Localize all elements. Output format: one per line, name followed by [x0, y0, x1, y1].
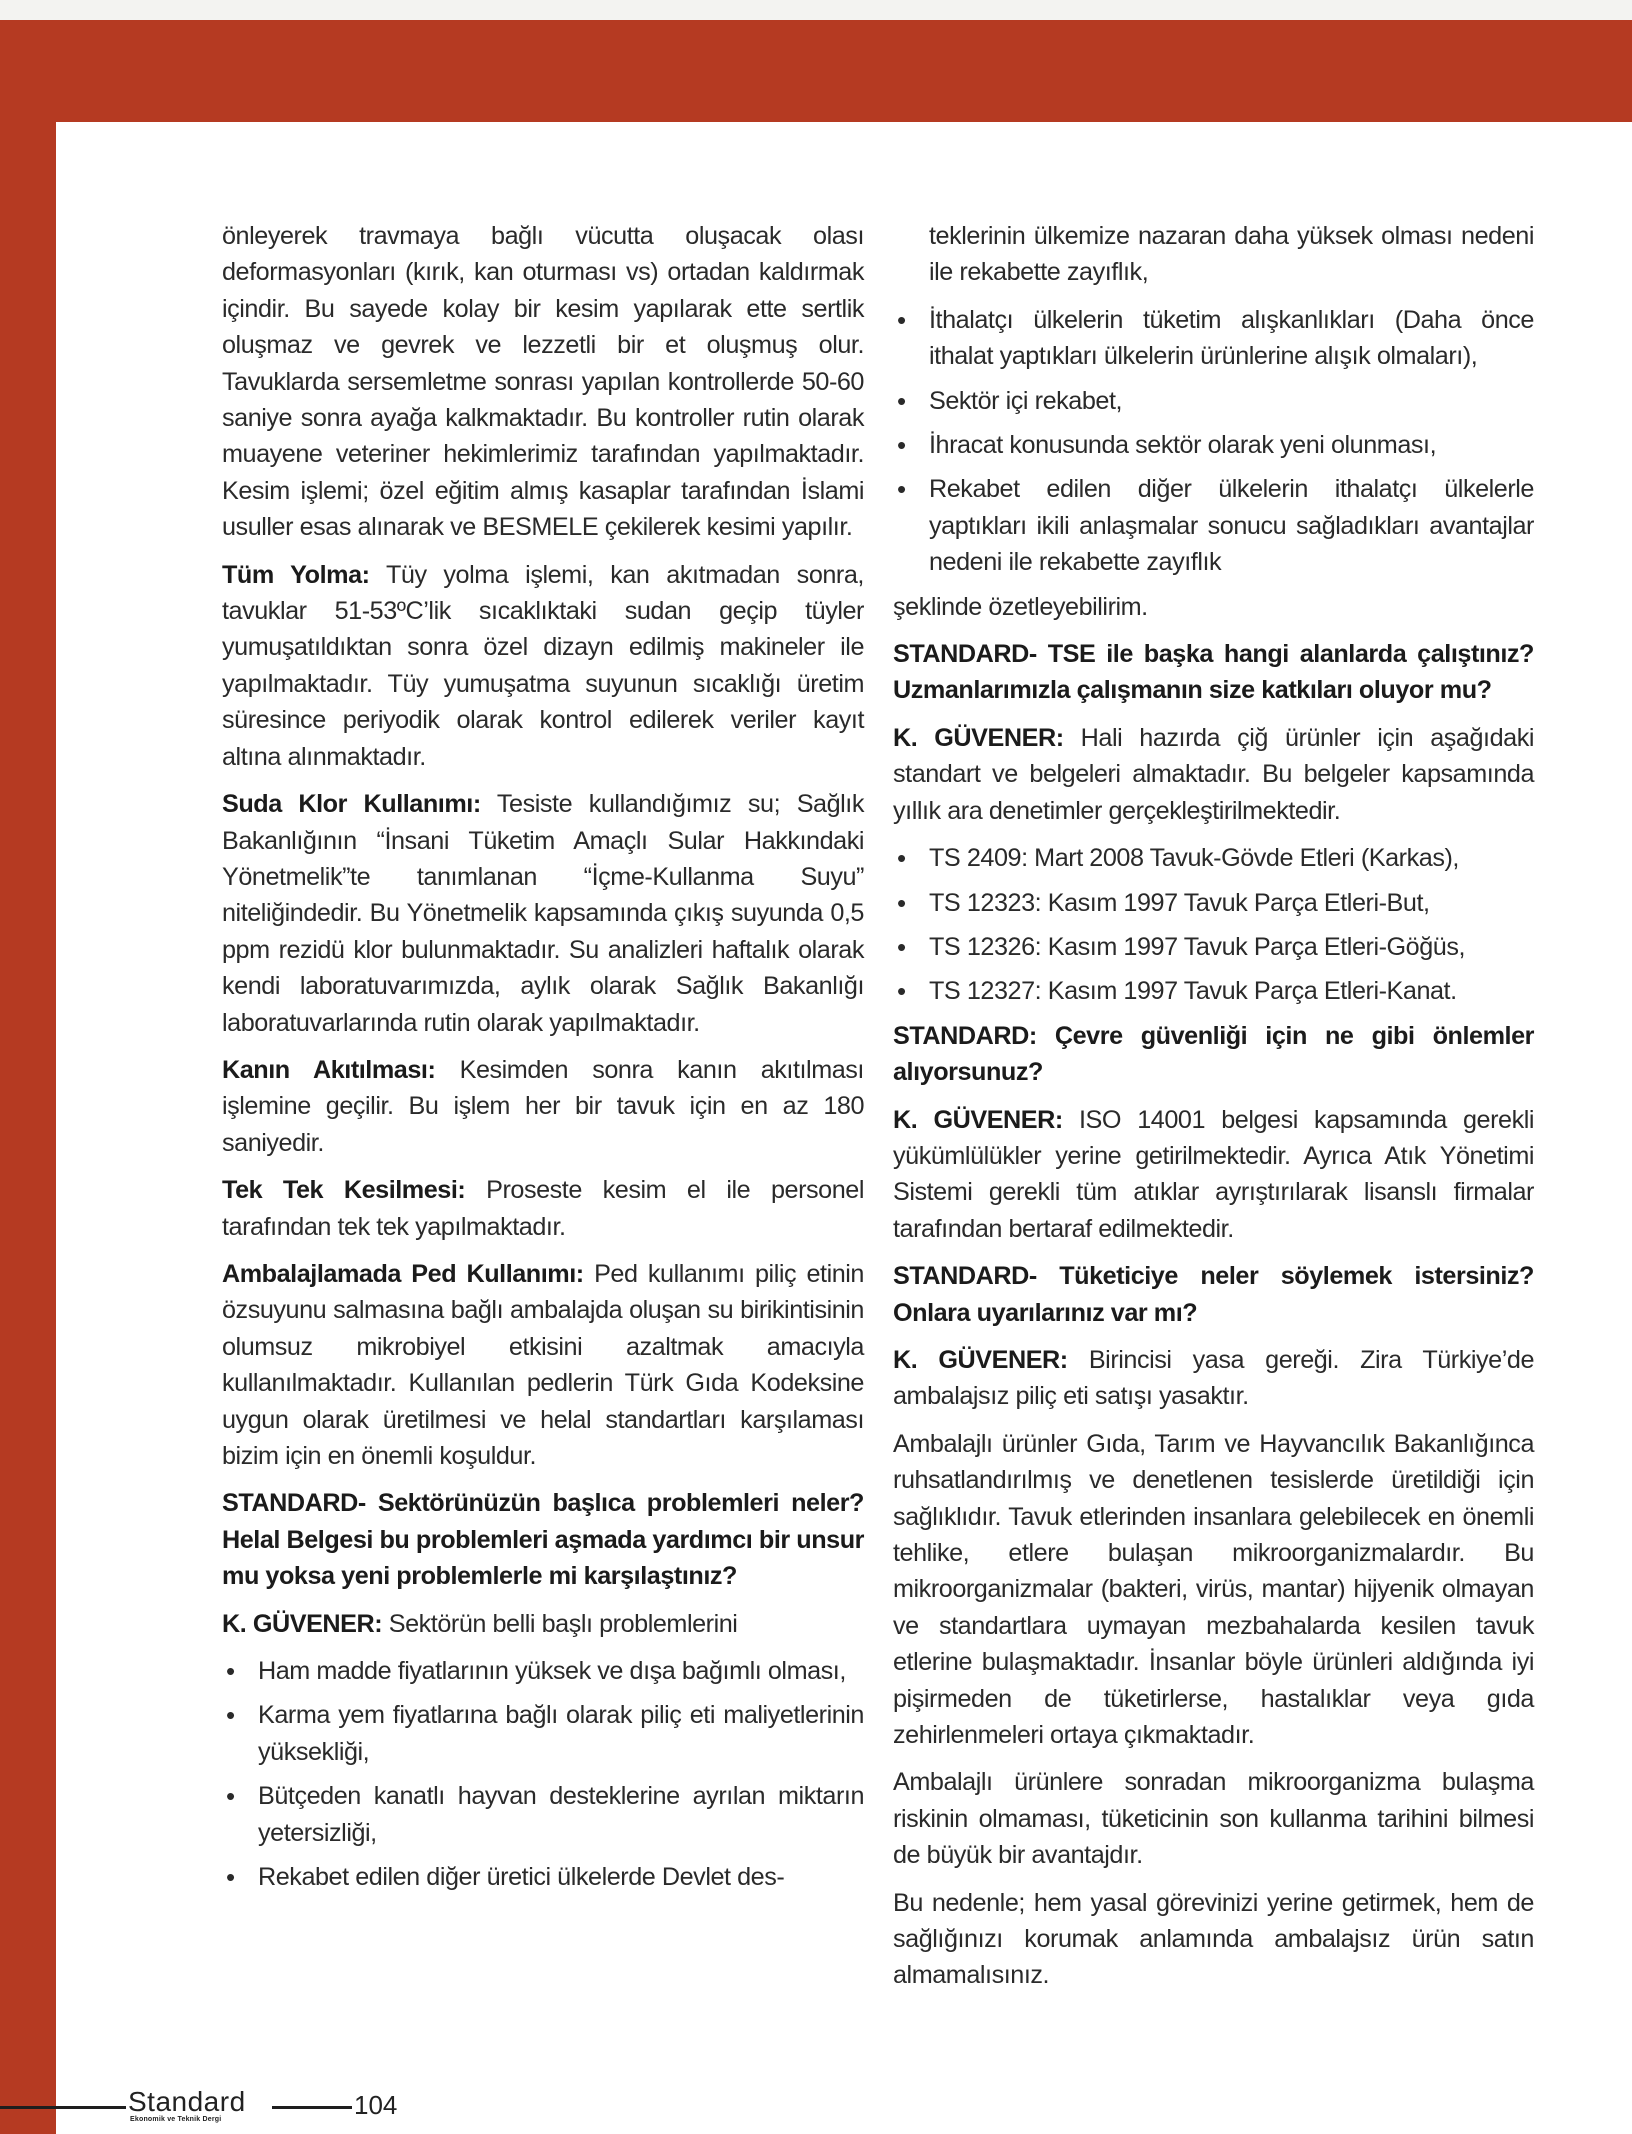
problems-list [222, 1653, 864, 1895]
magazine-tagline: Ekonomik ve Teknik Dergi [130, 2116, 222, 2123]
kanin-paragraph [222, 1052, 864, 1161]
standards-list [893, 840, 1534, 1010]
ambalaj-text: Ped kullanımı piliç etinin özsuyunu salmasına bağlı ambalajda oluşan su birikintisinin olumsuz mikrobiyel etkisini azaltmak amacıyla kullanılmaktadır. Kullanılan pedlerin Türk Gıda Kodeksine uygun olarak üretilmesi ve helal standartları karşılaması bizim için en önemli koşuldur. [222, 1259, 864, 1470]
closing-paragraph: Bu nedenle; hem yasal görevinizi yerine getirmek, hem de sağlığınızı korumak anlamında ambalajsız ürün satın almamalısınız. [893, 1888, 1534, 1990]
answer-text: Hali hazırda çiğ ürünler için aşağıdaki standart ve belgeleri almaktadır. Bu belgeler kapsamında yıllık ara denetimler gerçekleştirilmektedir. [893, 723, 1535, 825]
answer-text: Sektörün belli başlı problemlerini [382, 1609, 738, 1638]
list-item: • İhracat konusunda sektör olarak yeni olunması, [893, 427, 1534, 463]
magazine-logo: Standard [128, 2086, 246, 2117]
answer-label: K. GÜVENER: [893, 1105, 1063, 1134]
suda-klor-text: Tesiste kullandığımız su; Sağlık Bakanlığının “İnsani Tüketim Amaçlı Sular Hakkındaki Yönetmelik”te tanımlanan “İçme-Kullanma Suyu” niteliğindedir. Bu Yönetmelik kapsamında çıkış suyunda 0,5 ppm rezidü klor bulunmaktadır. Su analizleri haftalık olarak kendi laboratuvarımızda, aylık olarak Sağlık Bakanlığı laboratuvarlarında rutin olarak yapılmaktadır. [222, 790, 865, 1037]
question-environment: STANDARD: Çevre güvenliği için ne gibi önlemler alıyorsunuz? [893, 1021, 1534, 1087]
list-item: • TS 2409: Mart 2008 Tavuk-Gövde Etleri (Karkas), [893, 840, 1534, 876]
right-column [893, 218, 1534, 2005]
list-item: • Rekabet edilen diğer ülkelerin ithalatçı ülkelerle yaptıkları ikili anlaşmalar sonucu sağladıkları avantajlar nedeni ile rekabette zayıflık [893, 471, 1534, 580]
list-item: • Sektör içi rekabet, [893, 383, 1534, 419]
answer-problems [222, 1606, 864, 1642]
list-item: • TS 12323: Kasım 1997 Tavuk Parça Etleri-But, [893, 885, 1534, 921]
answer-label: K. GÜVENER: [893, 1345, 1068, 1374]
page-footer [0, 2086, 420, 2126]
packaged-products-paragraph: Ambalajlı ürünler Gıda, Tarım ve Hayvancılık Bakanlığınca ruhsatlandırılmış ve denetlenen tesislerde üretildiği için sağlıklıdır. Tavuk etlerinden insanlara gelebilecek en önemli tehlike, etlere bulaşan mikroorganizmalardır. Bu mikroorganizmalar (bakteri, virüs, mantar) hijyenik olmayan ve standartlara uymayan mezbahalarda kesilen tavuk etlerine bulaşmaktadır. İnsanlar böyle ürünleri aldığında iyi pişirmeden de tüketirlerse, hastalıklar veya gıda zehirlenmeleri ortaya çıkmaktadır. [893, 1429, 1534, 1750]
suda-klor-paragraph [222, 786, 864, 1041]
kanin-label: Kanın Akıtılması: [222, 1055, 436, 1084]
question-problems: STANDARD- Sektörünüzün başlıca problemleri neler? Helal Belgesi bu problemleri aşmada yardımcı bir unsur mu yoksa yeni problemlerle mi karşılaştınız? [222, 1489, 864, 1591]
intro-paragraph: önleyerek travmaya bağlı vücutta oluşacak olası deformasyonları (kırık, kan oturması vs) ortadan kaldırmak içindir. Bu sayede kolay bir kesim yapılarak ette sertlik oluşmaz ve gevrek ve lezzetli bir et oluşmuş olur. Tavuklarda sersemletme sonrası yapılan kontrollerde 50-60 saniye sonra ayağa kalkmaktadır. Bu kontroller rutin olarak muayene veteriner hekimlerimiz tarafından yapılmaktadır. Kesim işlemi; özel eğitim almış kasaplar tarafından İslami usuller esas alınarak ve BESMELE çekilerek kesimi yapılır. [222, 222, 864, 542]
list-item: • TS 12327: Kasım 1997 Tavuk Parça Etleri-Kanat. [893, 973, 1534, 1009]
question-tse: STANDARD- TSE ile başka hangi alanlarda çalıştınız? Uzmanlarımızla çalışmanın size katkıları oluyor mu? [893, 640, 1534, 705]
tek-tek-paragraph [222, 1172, 864, 1245]
page-number: 104 [354, 2090, 398, 2120]
answer-label: K. GÜVENER: [893, 723, 1064, 752]
list-item: • Rekabet edilen diğer üretici ülkelerde Devlet des- [222, 1859, 864, 1895]
question-consumer: STANDARD- Tüketiciye neler söylemek istersiniz? Onlara uyarılarınız var mı? [893, 1262, 1534, 1327]
ambalaj-paragraph [222, 1256, 864, 1474]
list-item: • Ham madde fiyatlarının yüksek ve dışa bağımlı olması, [222, 1653, 864, 1689]
tum-yolma-text: Tüy yolma işlemi, kan akıtmadan sonra, tavuklar 51-53ºC’lik sıcaklıktaki sudan geçip tüyler yumuşatıldıktan sonra özel dizayn edilmiş makineler ile yapılmaktadır. Tüy yumuşatma suyunun sıcaklığı üretim süresince periyodik olarak kontrol edilerek veriler kayıt altına alınmaktadır. [222, 560, 864, 771]
list-item: • Karma yem fiyatlarına bağlı olarak piliç eti maliyetlerinin yüksekliği, [222, 1697, 864, 1770]
list-item: • İthalatçı ülkelerin tüketim alışkanlıkları (Daha önce ithalat yaptıkları ülkelerin ürünlerine alışık olmaları), [893, 302, 1534, 375]
answer-consumer [893, 1342, 1534, 1415]
list-item: • Bütçeden kanatlı hayvan desteklerine ayrılan miktarın yetersizliği, [222, 1778, 864, 1851]
summary-line: şeklinde özetleyebilirim. [893, 592, 1148, 621]
top-scan-strip [0, 0, 1632, 20]
answer-text: Birincisi yasa gereği. Zira Türkiye’de ambalajsız piliç eti satışı yasaktır. [893, 1345, 1534, 1411]
tek-tek-label: Tek Tek Kesilmesi: [222, 1176, 466, 1205]
answer-label: K. GÜVENER: [222, 1609, 383, 1638]
footer-rule-left [0, 2106, 126, 2109]
kanin-text: Kesimden sonra kanın akıtılması işlemine geçilir. Bu işlem her bir tavuk için en az 180 saniyedir. [222, 1055, 864, 1157]
tum-yolma-label: Tüm Yolma: [222, 560, 370, 589]
ambalaj-label: Ambalajlamada Ped Kullanımı: [222, 1259, 584, 1288]
problems-list-continued [893, 302, 1534, 581]
answer-tse [893, 720, 1534, 829]
suda-klor-label: Suda Klor Kullanımı: [222, 790, 481, 819]
tum-yolma-paragraph [222, 557, 864, 775]
left-column [222, 218, 864, 1903]
answer-environment [893, 1102, 1534, 1248]
footer-rule-right [272, 2106, 352, 2109]
list-item: • TS 12326: Kasım 1997 Tavuk Parça Etleri-Göğüs, [893, 929, 1534, 965]
contamination-paragraph: Ambalajlı ürünlere sonradan mikroorganizma bulaşma riskinin olmaması, tüketicinin son kullanma tarihini bilmesi de büyük bir avantajdır. [893, 1768, 1534, 1870]
tek-tek-text: Proseste kesim el ile personel tarafından tek tek yapılmaktadır. [222, 1176, 864, 1241]
continued-bullet-text: teklerinin ülkemize nazaran daha yüksek olması nedeni ile rekabette zayıflık, [929, 222, 1534, 287]
answer-text: ISO 14001 belgesi kapsamında gerekli yükümlülükler yerine getirilmektedir. Ayrıca Atık Yönetimi Sistemi gerekli tüm atıklar ayrıştırılarak lisanslı firmalar tarafından bertaraf edilmektedir. [893, 1105, 1535, 1243]
